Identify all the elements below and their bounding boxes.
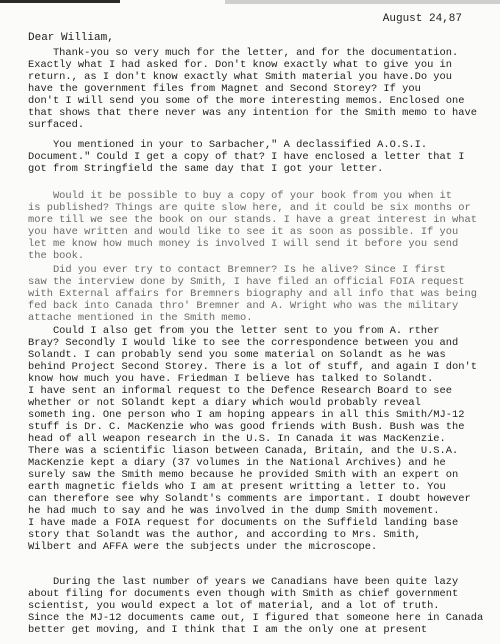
paragraph-solandt: [28, 325, 477, 553]
paragraph-line: better get moving, and I think that I am the only one at present: [28, 624, 428, 636]
paragraph-line: know how much you have. Friedman I believe has talked to Solandt.: [28, 373, 434, 385]
paragraph-line: got from Stringfield the same day that I got your letter.: [28, 163, 384, 175]
paragraph-line: more till we see the book on our stands. I have a great interest in what: [28, 214, 477, 226]
paragraph-line: attache mentioned in the Smith memo.: [28, 312, 253, 324]
paragraph-line: you have written and would like to see it as soon as possible. If you: [28, 226, 459, 238]
paragraph-line: about filing for documents even though with Smith as chief government: [28, 588, 459, 600]
paragraph-thanks: [28, 47, 477, 131]
paragraph-line: surfaced.: [28, 119, 85, 131]
top-edge-smudge: [225, 0, 500, 4]
paragraph-line: have the government files from Magnet and Second Storey? If you: [28, 83, 421, 95]
paragraph-line: let me know how much money is involved I will send it before you send: [28, 238, 459, 250]
paragraph-line: head of all weapon research in the U.S. In Canada it was MacKenzie.: [28, 433, 446, 445]
paragraph-line: Document." Could I get a copy of that? I have enclosed a letter that I: [28, 151, 465, 163]
paragraph-line: story that Solandt was the author, and according to Mrs. Smith,: [28, 529, 421, 541]
paragraph-line: Wilbert and AFFA were the subjects under the microscope.: [28, 541, 378, 553]
paragraph-line: Since the MJ-12 documents came out, I figured that someone here in Canada: [28, 612, 484, 624]
paragraph-line: Would it be possible to buy a copy of your book from you when it: [28, 190, 453, 202]
paragraph-line: Solandt. I can probably send you some material on Solandt as he was: [28, 349, 446, 361]
paragraph-line: Could I also get from you the letter sent to you from A. rther: [28, 325, 440, 337]
paragraph-sarbacher: [28, 139, 464, 175]
top-edge-rule: [0, 0, 120, 3]
paragraph-line: don't I will send you some of the more interesting memos. Enclosed one: [28, 95, 465, 107]
paragraph-line: surely saw the Smith memo because he provided Smith with an expert on: [28, 469, 459, 481]
paragraph-line: whether or not SOlandt kept a diary which would probably reveal: [28, 397, 421, 409]
paragraph-line: Exactly what I had asked for. Don't know exactly what to give you in: [28, 59, 453, 71]
paragraph-line: I have made a FOIA request for documents on the Suffield landing base: [28, 517, 459, 529]
paragraph-line: he had much to say and he was involved in the dump Smith movement.: [28, 505, 440, 517]
paragraph-line: is published? Things are quite slow here, and it could be six months or: [28, 202, 471, 214]
paragraph-line: There was a scientific liason between Canada, Britain, and the U.S.A.: [28, 445, 459, 457]
paragraph-line: that shows that there never was any intention for the Smith memo to have: [28, 107, 477, 119]
letter-salutation: Dear William,: [28, 32, 114, 44]
paragraph-line: the book.: [28, 250, 85, 262]
paragraph-line: Did you ever try to contact Bremner? Is he alive? Since I first: [28, 264, 446, 276]
paragraph-line: with External affairs for Bremners biography and all info that was being: [28, 288, 477, 300]
letter-date: August 24,87: [382, 13, 462, 25]
paragraph-line: fed back into Canada thro' Bremner and A. Wright who was the military: [28, 300, 459, 312]
paragraph-canadians: [28, 576, 483, 636]
paragraph-line: I have sent an informal request to the Defence Research Board to see: [28, 385, 453, 397]
paragraph-line: can therefore see why Solandt's comments are important. I doubt however: [28, 493, 471, 505]
paragraph-line: MacKenzie kept a diary (37 volumes in the National Archives) and he: [28, 457, 446, 469]
paragraph-line: saw the interview done by Smith, I have filed an official FOIA request: [28, 276, 465, 288]
paragraph-line: stuff is Dr. C. MacKenzie who was good friends with Bush. Bush was the: [28, 421, 465, 433]
paragraph-line: During the last number of years we Canadians have been quite lazy: [28, 576, 459, 588]
paragraph-line: return., as I don't know exactly what Smith material you have.Do you: [28, 71, 453, 83]
paragraph-bremner: [28, 264, 477, 324]
paragraph-line: You mentioned in your to Sarbacher," A declassified A.O.S.I.: [28, 139, 428, 151]
paragraph-line: behind Project Second Storey. There is a lot of stuff, and again I don't: [28, 361, 477, 373]
paragraph-line: someth ing. One person who I am hoping appears in all this Smith/MJ-12: [28, 409, 465, 421]
paragraph-line: Bray? Secondly I would like to see the correspondence between you and: [28, 337, 459, 349]
paragraph-line: earth magnetic fields who I am at present writting a letter to. You: [28, 481, 446, 493]
paragraph-line: Thank-you so very much for the letter, and for the documentation.: [28, 47, 459, 59]
paragraph-book: [28, 190, 477, 262]
paragraph-line: scientist, you would expect a lot of material, and a lot of truth.: [28, 600, 440, 612]
